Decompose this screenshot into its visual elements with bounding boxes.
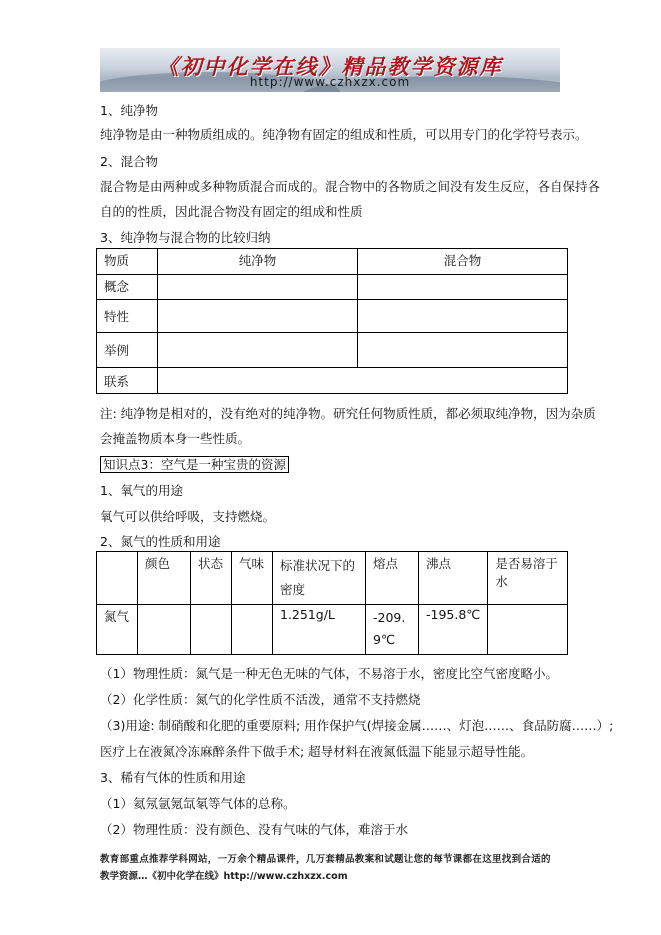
table-cell	[158, 275, 358, 300]
table-header-cell: 是否易溶于水	[488, 552, 568, 605]
table-header-cell: 标准状况下的密度	[273, 552, 366, 605]
table-header-cell: 纯净物	[158, 249, 358, 275]
table-cell	[358, 300, 568, 333]
table-cell	[158, 333, 358, 368]
table-row-label: 氮气	[97, 605, 138, 655]
heading-nitrogen: 2、氮气的性质和用途	[100, 534, 221, 549]
table-cell-density: 1.251g/L	[273, 605, 366, 655]
page-footer	[100, 851, 570, 885]
table-row-label: 联系	[97, 368, 158, 394]
table-row-label: 举例	[97, 333, 158, 368]
topic-heading-wrap	[100, 455, 289, 473]
table-cell	[232, 605, 273, 655]
table-header-cell: 沸点	[419, 552, 488, 605]
table-header-cell: 颜色	[138, 552, 191, 605]
heading-pure-substance: 1、纯净物	[100, 103, 158, 118]
table-header-cell: 气味	[232, 552, 273, 605]
heading-oxygen-uses: 1、氧气的用途	[100, 483, 183, 498]
table-header-cell: 状态	[191, 552, 232, 605]
table-header-cell: 混合物	[358, 249, 568, 275]
paragraph-mixture-2: 自的的性质，因此混合物没有固定的组成和性质	[100, 204, 363, 219]
table-cell	[488, 605, 568, 655]
table-cell	[191, 605, 232, 655]
note-line-2: 会掩盖物质本身一些性质。	[100, 431, 251, 446]
table-row-label: 概念	[97, 275, 158, 300]
nitrogen-uses-2: 医疗上在液氮冷冻麻醉条件下做手术; 超导材料在液氮低温下能显示超导性能。	[100, 744, 534, 759]
table-cell	[358, 333, 568, 368]
nitrogen-physical: （1）物理性质：氮气是一种无色无味的气体，不易溶于水，密度比空气密度略小。	[100, 666, 558, 681]
noble-gases-definition: （1）氦氖氩氪氙氡等气体的总称。	[100, 796, 296, 811]
table-cell	[138, 605, 191, 655]
table-header-cell: 熔点	[366, 552, 419, 605]
paragraph-pure-substance: 纯净物是由一种物质组成的。纯净物有固定的组成和性质，可以用专门的化学符号表示。	[100, 127, 588, 142]
topic-heading: 知识点3：空气是一种宝贵的资源	[100, 456, 289, 473]
table-header-cell: 物质	[97, 249, 158, 275]
paragraph-oxygen-uses: 氧气可以供给呼吸，支持燃烧。	[100, 509, 276, 524]
table-cell-melting-point: -209.9℃	[366, 605, 419, 655]
table-cell	[158, 300, 358, 333]
comparison-table	[96, 248, 568, 394]
header-banner	[100, 48, 560, 92]
banner-title: 《初中化学在线》精品教学资源库	[157, 54, 503, 79]
table-row-label: 特性	[97, 300, 158, 333]
table-cell	[158, 368, 568, 394]
banner-url: http://www.czhxzx.com	[249, 75, 411, 89]
heading-mixture: 2、混合物	[100, 154, 158, 169]
table-cell	[358, 275, 568, 300]
nitrogen-properties-table	[96, 551, 568, 655]
footer-line-1: 教育部重点推荐学科网站，一万余个精品课件，几万套精品教案和试题让您的每节课都在这里找到合适的	[100, 854, 551, 865]
heading-comparison: 3、纯净物与混合物的比较归纳	[100, 230, 271, 245]
heading-noble-gases: 3、稀有气体的性质和用途	[100, 770, 246, 785]
table-header-cell	[97, 552, 138, 605]
paragraph-mixture-1: 混合物是由两种或多种物质混合而成的。混合物中的各物质之间没有发生反应，各自保持各	[100, 179, 601, 194]
noble-gases-physical: （2）物理性质：没有颜色、没有气味的气体，难溶于水	[100, 822, 408, 837]
table-cell-boiling-point: -195.8℃	[419, 605, 488, 655]
nitrogen-uses-1: （3)用途: 制硝酸和化肥的重要原料; 用作保护气(焊接金属……、灯泡……、食品防腐……）;	[100, 718, 614, 733]
nitrogen-chemical: （2）化学性质：氮气的化学性质不活泼，通常不支持燃烧	[100, 692, 421, 707]
footer-line-2: 教学资源…《初中化学在线》http://www.czhxzx.com	[100, 871, 348, 882]
note-line-1: 注: 纯净物是相对的，没有绝对的纯净物。研究任何物质性质，都必须取纯净物，因为杂质	[100, 406, 596, 421]
